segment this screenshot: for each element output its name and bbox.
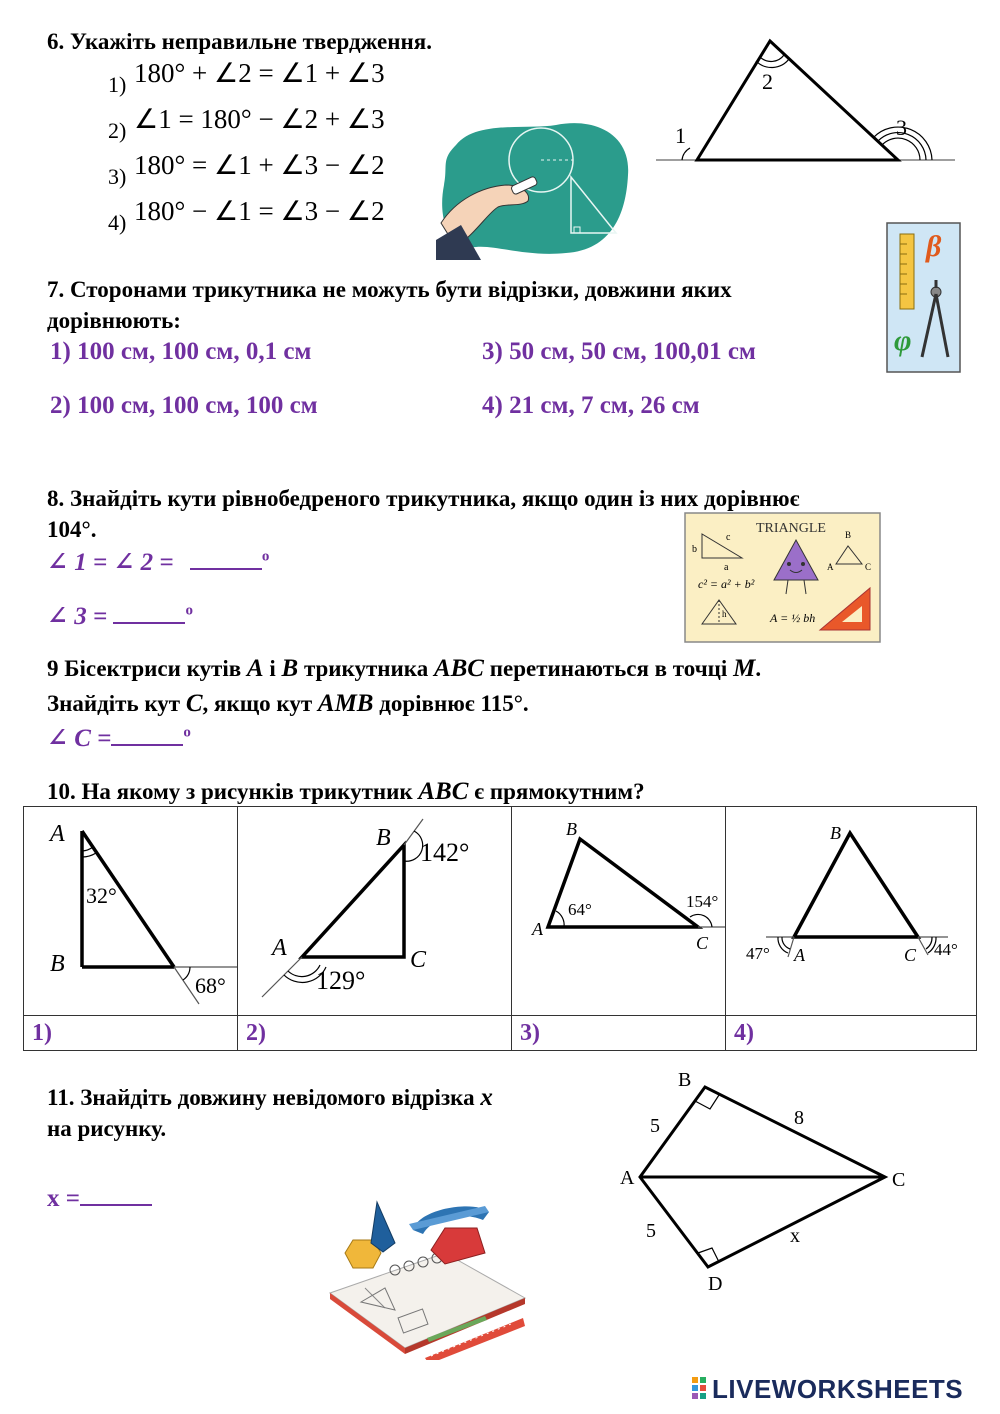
phi-symbol-icon: φ xyxy=(894,324,912,357)
svg-text:A: A xyxy=(272,935,287,961)
q7-option-2[interactable]: 2) 100 см, 100 см, 100 см xyxy=(50,392,318,419)
q8-title: 8. Знайдіть кути рівнобедреного трикутника, якщо один із них дорівнює 104°. xyxy=(47,486,800,542)
svg-text:b: b xyxy=(692,544,697,555)
svg-text:B: B xyxy=(566,819,577,839)
q11-title: 11. Знайдіть довжину невідомого відрізка x на рисунку. xyxy=(47,1084,493,1141)
q6-option-1: 1) 180° + ∠2 = ∠1 + ∠3 xyxy=(108,58,385,97)
geometry-tools-sticker xyxy=(886,222,962,374)
q9-line-2: Знайдіть кут C, якщо кут AMB дорівнює 115°. xyxy=(47,690,529,717)
svg-text:5: 5 xyxy=(650,1115,660,1137)
q6-angle-label-2: 2 xyxy=(762,69,773,94)
svg-text:68°: 68° xyxy=(195,973,226,998)
q8-answer-1: ∠ 1 = ∠ 2 = $^о$ xyxy=(47,546,269,577)
q6-title: 6. Укажіть неправильне твердження. xyxy=(47,29,432,54)
svg-text:a: a xyxy=(724,562,729,573)
svg-text:B: B xyxy=(376,825,391,851)
q10-title: 10. На якому з рисунків трикутник ABC є прямокутним? xyxy=(47,778,645,805)
q10-option-1[interactable]: 1) xyxy=(24,1016,238,1051)
poster-title: TRIANGLE xyxy=(756,521,826,536)
q11-answer-input[interactable] xyxy=(80,1182,152,1206)
q10-figure-2-cell xyxy=(238,807,512,1016)
q6-options xyxy=(108,58,438,242)
poster-area-formula: A = ½ bh xyxy=(770,611,816,625)
svg-text:C: C xyxy=(904,945,917,965)
q10-option-2[interactable]: 2) xyxy=(238,1016,512,1051)
svg-text:x: x xyxy=(790,1225,800,1247)
svg-text:B: B xyxy=(830,823,841,843)
q10-figure-2 xyxy=(238,807,511,1010)
q8-answer-1-input[interactable] xyxy=(190,546,262,570)
q6-option-3: 3) 180° = ∠1 + ∠3 − ∠2 xyxy=(108,150,385,189)
svg-text:32°: 32° xyxy=(86,883,117,908)
q7-option-1[interactable]: 1) 100 см, 100 см, 0,1 см xyxy=(50,338,312,365)
svg-text:129°: 129° xyxy=(316,966,366,995)
svg-text:h: h xyxy=(722,609,727,619)
svg-text:c: c xyxy=(726,532,731,543)
q6-triangle-figure xyxy=(650,35,960,175)
svg-text:47°: 47° xyxy=(746,944,770,963)
beta-symbol-icon: β xyxy=(926,230,942,263)
svg-text:C: C xyxy=(410,947,427,973)
q7-option-3[interactable]: 3) 50 см, 50 см, 100,01 см xyxy=(482,338,756,365)
q7-title: 7. Сторонами трикутника не можуть бути відрізки, довжини яких дорівнюють: xyxy=(47,277,732,333)
q6-angle-label-1: 1 xyxy=(675,123,686,148)
svg-text:142°: 142° xyxy=(420,838,470,867)
svg-text:A: A xyxy=(532,919,543,939)
q10-figure-1 xyxy=(24,807,237,1010)
svg-text:44°: 44° xyxy=(934,940,958,959)
svg-text:A: A xyxy=(620,1167,635,1189)
svg-text:A: A xyxy=(50,821,65,847)
q11-figure xyxy=(600,1062,920,1297)
q10-figure-4-cell xyxy=(726,807,977,1016)
q6-angle-label-3: 3 xyxy=(896,115,907,140)
svg-text:C: C xyxy=(865,562,872,572)
svg-text:C: C xyxy=(892,1169,906,1191)
q10-figures-table xyxy=(23,806,977,1051)
q11-answer: x = xyxy=(47,1182,152,1213)
chalkboard-illustration xyxy=(436,115,636,260)
triangle-poster xyxy=(684,512,882,644)
q10-option-4[interactable]: 4) xyxy=(726,1016,977,1051)
q6-option-2: 2) ∠1 = 180° − ∠2 + ∠3 xyxy=(108,104,385,143)
poster-pythagoras: c² = a² + b² xyxy=(698,577,755,591)
q10-figure-4 xyxy=(726,807,976,1010)
svg-text:5: 5 xyxy=(646,1220,656,1242)
q10-option-3[interactable]: 3) xyxy=(512,1016,726,1051)
svg-text:A: A xyxy=(794,945,805,965)
q10-figure-3-cell xyxy=(512,807,726,1016)
geometry-notebook-illustration xyxy=(325,1198,530,1360)
q10-figure-3 xyxy=(512,807,725,1010)
svg-text:D: D xyxy=(708,1273,723,1295)
svg-text:B: B xyxy=(50,951,65,977)
q9-answer-input[interactable] xyxy=(111,722,183,746)
svg-text:A: A xyxy=(827,562,834,572)
svg-text:C: C xyxy=(696,933,709,953)
svg-text:154°: 154° xyxy=(686,892,719,911)
q9-answer: ∠ C = $^о$ xyxy=(47,722,191,753)
q8-answer-2: ∠ 3 = $^о$ xyxy=(47,600,193,631)
q9-line-1: 9 Бісектриси кутів A і B трикутника ABC перетинаються в точці M. xyxy=(47,655,762,682)
liveworksheets-logo-text: LIVEWORKSHEETS xyxy=(712,1374,964,1404)
q6-option-4: 4) 180° − ∠1 = ∠3 − ∠2 xyxy=(108,196,385,235)
q7-option-4[interactable]: 4) 21 см, 7 см, 26 см xyxy=(482,392,700,419)
svg-text:B: B xyxy=(845,530,852,540)
q8-answer-2-input[interactable] xyxy=(113,600,185,624)
q10-figure-1-cell xyxy=(24,807,238,1016)
svg-text:8: 8 xyxy=(794,1107,804,1129)
svg-text:B: B xyxy=(678,1069,692,1091)
svg-text:64°: 64° xyxy=(568,900,592,919)
